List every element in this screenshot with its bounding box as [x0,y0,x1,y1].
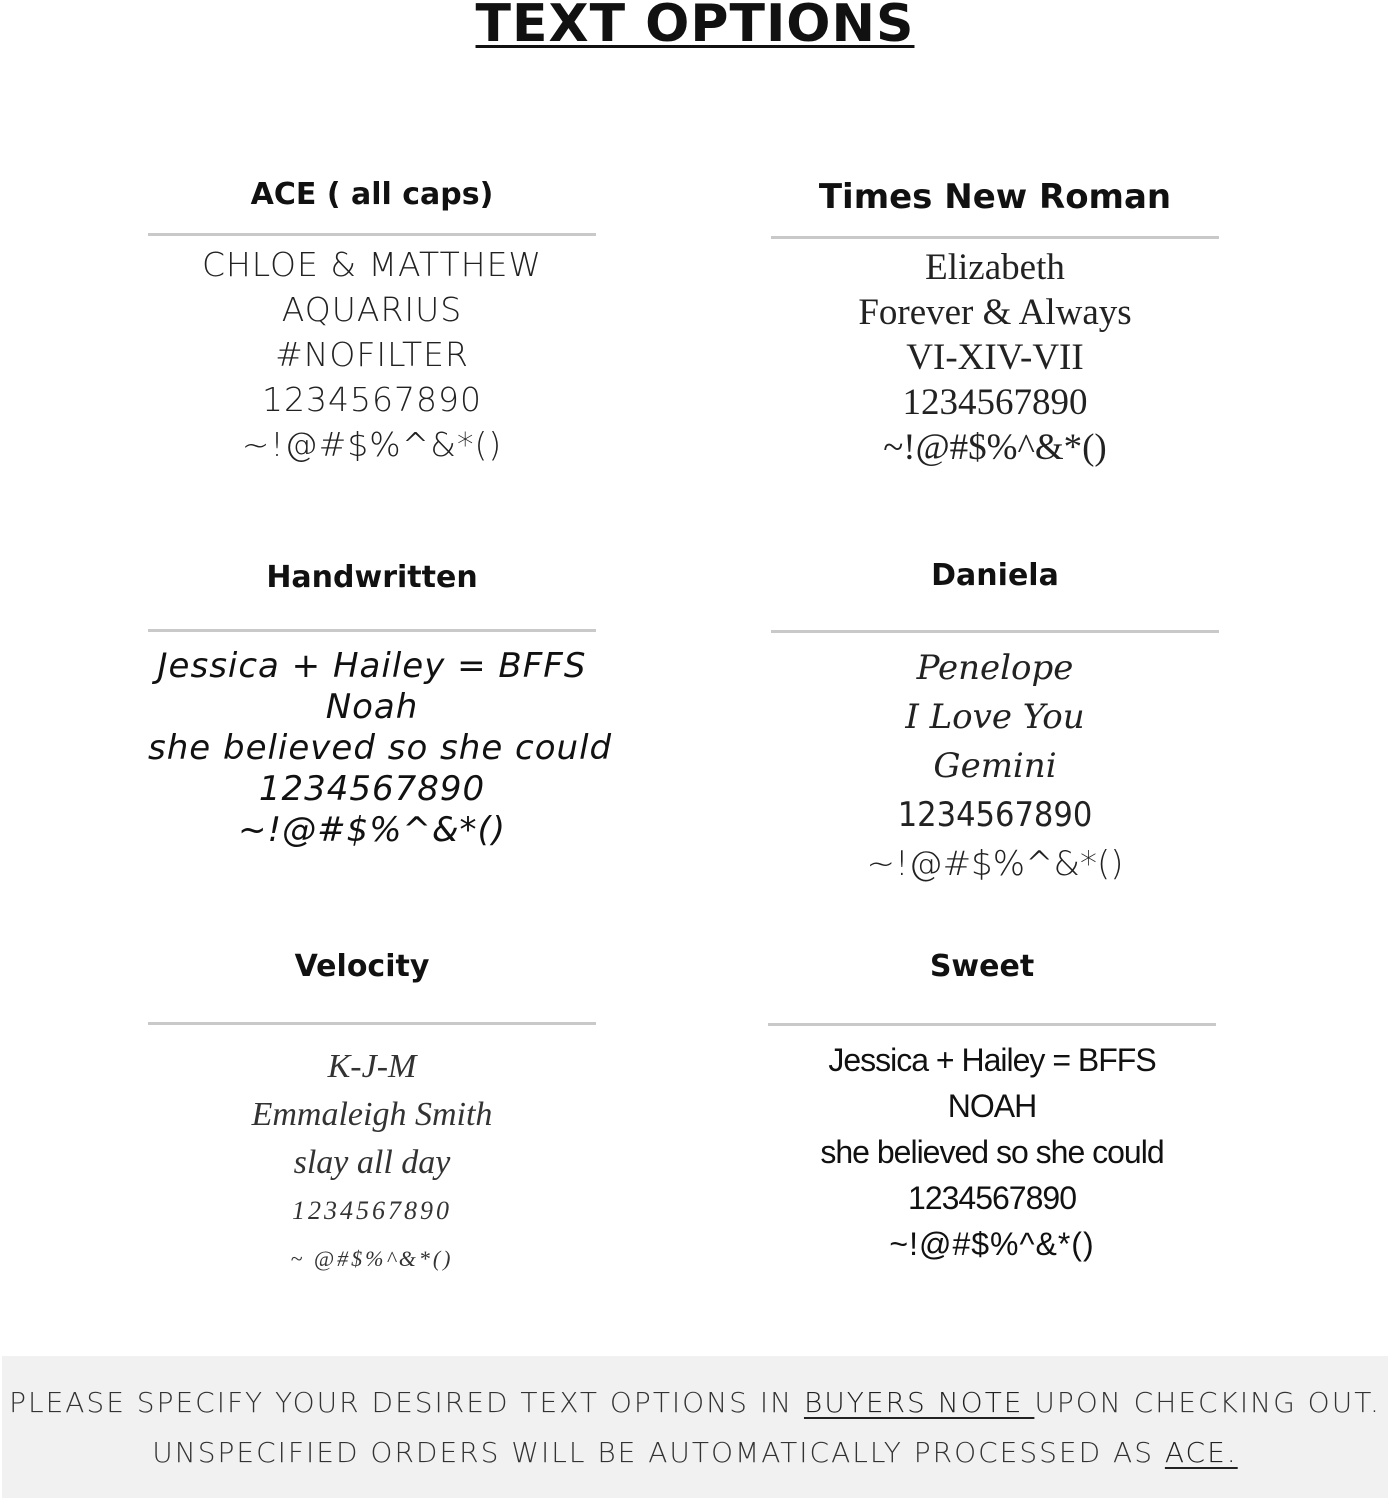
sample-line: Gemini [933,746,1057,786]
panel-title-daniela: Daniela [931,558,1059,593]
sample-list-sweet [768,1037,1216,1267]
panel-divider [768,1023,1216,1026]
sample-line: K-J-M [327,1048,417,1085]
sample-line: AQUARIUS [281,290,463,329]
sample-line: 1234567890 [262,380,482,419]
sample-line: ~!@#$%^&*() [241,425,503,464]
buyers-note-link: BUYERS NOTE [803,1386,1035,1419]
panel-daniela [771,556,1219,896]
panel-title-ace: ACE ( all caps) [250,177,494,212]
panel-velocity [148,947,596,1287]
sample-line: she believed so she could [148,728,613,768]
sample-line: 1234567890 [897,795,1093,835]
sample-line: VI-XIV-VII [906,337,1084,378]
page-title [0,0,1390,54]
sample-list-handwritten [148,646,613,851]
ace-link: ACE. [1164,1436,1238,1469]
panel-title-handwritten: Handwritten [266,560,478,595]
sample-list-velocity [148,1043,596,1283]
panel-ace [148,175,596,475]
sample-line: ~!@#$%^&*() [237,810,507,850]
sample-line: Elizabeth [925,247,1065,288]
sample-line: Noah [325,687,419,727]
sample-line: ~!@#$%^&*() [883,427,1107,468]
panel-divider [148,629,596,632]
sample-line: 1234567890 [902,382,1088,423]
footer-text: UPON CHECKING OUT. [1034,1386,1381,1419]
footer-text: PLEASE SPECIFY YOUR DESIRED TEXT OPTIONS IN [9,1386,804,1419]
footer-line-2 [2,1436,1388,1469]
sample-list-times-new-roman [771,245,1219,470]
panel-divider [148,233,596,236]
sample-line: ~!@#$%^&*() [866,844,1124,884]
panel-divider [771,630,1219,633]
sample-line: Jessica + Hailey = BFFS [828,1042,1156,1078]
panel-divider [771,236,1219,239]
sample-line: NOAH [947,1088,1037,1124]
sample-line: I Love You [905,697,1085,737]
sample-line: Penelope [916,648,1074,688]
sample-list-daniela [771,644,1219,889]
panel-sweet [768,947,1216,1277]
sample-line: #NOFILTER [275,335,469,374]
sample-line: Jessica + Hailey = BFFS [157,646,587,686]
sample-line: ~!@#$%^&*() [889,1226,1095,1262]
sample-line: Forever & Always [858,292,1132,333]
sample-list-ace [148,242,596,467]
panel-handwritten [148,558,613,868]
panel-title-velocity: Velocity [294,949,430,984]
sample-line: ~ @#$%^&*() [290,1246,454,1271]
footer-note [2,1356,1388,1498]
footer-line-1 [2,1386,1388,1419]
sample-line: she believed so she could [820,1134,1164,1170]
panel-divider [148,1022,596,1025]
sample-line: slay all day [293,1144,451,1181]
panel-times-new-roman [771,177,1219,477]
footer-text: UNSPECIFIED ORDERS WILL BE AUTOMATICALLY PROCESSED AS [152,1436,1165,1469]
panel-title-times-new-roman: Times New Roman [818,177,1172,217]
sample-line: CHLOE & MATTHEW [201,245,543,284]
panel-title-sweet: Sweet [929,949,1035,984]
page-title-text: TEXT OPTIONS [475,0,915,54]
sample-line: 1234567890 [292,1196,452,1225]
sample-line: 1234567890 [908,1180,1076,1216]
sample-line: Emmaleigh Smith [251,1096,493,1133]
sample-line: 1234567890 [258,769,486,809]
